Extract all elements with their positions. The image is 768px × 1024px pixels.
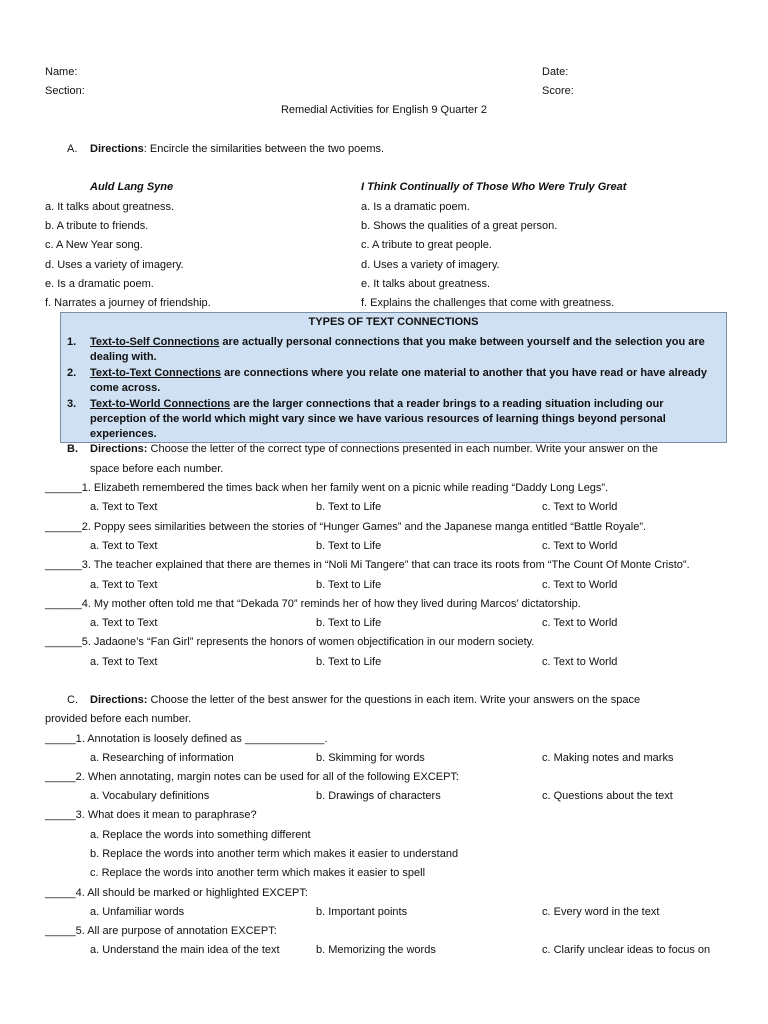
choice-c: c. Text to World [542, 501, 618, 513]
connection-desc: are connections where you relate one material to another that you have read or have already [220, 367, 707, 379]
connection-desc: are actually personal connections that you make between yourself and the selection you are [219, 336, 705, 348]
question-b4: ______4. My mother often told me that “Dekada 70” reminds her of how they lived during Marcos’ dictatorship. [45, 598, 581, 610]
poem2-title: I Think Continually of Those Who Were Truly Great [361, 181, 627, 193]
poem1-title: Auld Lang Syne [90, 181, 174, 193]
choice-b: b. Memorizing the words [316, 944, 436, 956]
part-b-directions [90, 442, 658, 456]
choice-a: a. Understand the main idea of the text [90, 944, 280, 956]
choice-a: a. Unfamiliar words [90, 906, 185, 918]
choice-c: c. Questions about the text [542, 790, 673, 802]
connection-number: 1. [67, 336, 77, 348]
choice-b: b. Text to Life [316, 656, 382, 668]
question-b3: ______3. The teacher explained that there are themes in “Noli Mi Tangere” that can trace its roots from “The Count Of Monte Cristo”. [45, 559, 690, 571]
choice-b: b. Text to Life [316, 540, 382, 552]
question-b5: ______5. Jadaone’s “Fan Girl” represents the honors of women objectification in our modern society. [45, 636, 535, 648]
date-label: Date: [542, 66, 569, 78]
poem2-item: e. It talks about greatness. [361, 278, 491, 290]
connection-desc-cont: perception of the world which might vary since we have various resources of learning things beyond personal [90, 413, 666, 425]
choice-b: b. Text to Life [316, 617, 382, 629]
poem1-item: a. It talks about greatness. [45, 201, 175, 213]
poem2-item: a. Is a dramatic poem. [361, 201, 470, 213]
connection-desc-cont: come across. [90, 382, 161, 394]
section-label: Section: [45, 85, 85, 97]
part-c-directions-cont: provided before each number. [45, 713, 192, 725]
connection-3 [90, 397, 664, 411]
choice-c: c. Replace the words into another term which makes it easier to spell [90, 867, 426, 879]
choice-c: c. Making notes and marks [542, 752, 674, 764]
choice-a: a. Replace the words into something different [90, 829, 311, 841]
choice-c: c. Text to World [542, 540, 618, 552]
directions-text: : Encircle the similarities between the two poems. [143, 143, 385, 155]
choice-a: a. Text to Text [90, 617, 158, 629]
choice-a: a. Text to Text [90, 579, 158, 591]
poem1-item: b. A tribute to friends. [45, 220, 149, 232]
directions-label: Directions: [90, 443, 148, 455]
part-c-letter: C. [67, 694, 78, 706]
connection-term: Text-to-World Connections [90, 398, 231, 410]
choice-c: c. Text to World [542, 617, 618, 629]
choice-b: b. Important points [316, 906, 408, 918]
connection-term: Text-to-Text Connections [90, 367, 221, 379]
poem2-item: d. Uses a variety of imagery. [361, 259, 500, 271]
text-connections-box [60, 312, 727, 443]
poem1-item: f. Narrates a journey of friendship. [45, 297, 211, 309]
choice-b: b. Replace the words into another term which makes it easier to understand [90, 848, 459, 860]
choice-c: c. Text to World [542, 656, 618, 668]
part-b-letter: B. [67, 443, 78, 455]
connection-number: 2. [67, 367, 77, 379]
choice-b: b. Text to Life [316, 501, 382, 513]
choice-a: a. Text to Text [90, 501, 158, 513]
part-a-directions [90, 142, 384, 156]
question-c5: _____5. All are purpose of annotation EXCEPT: [45, 925, 277, 937]
choice-c: c. Text to World [542, 579, 618, 591]
directions-text: Choose the letter of the best answer for the questions in each item. Write your answers on the space [147, 694, 641, 706]
choice-b: b. Drawings of characters [316, 790, 441, 802]
choice-b: b. Text to Life [316, 579, 382, 591]
directions-label: Directions: [90, 694, 148, 706]
poem1-item: d. Uses a variety of imagery. [45, 259, 184, 271]
poem2-item: c. A tribute to great people. [361, 239, 492, 251]
score-label: Score: [542, 85, 574, 97]
connection-desc: are the larger connections that a reader brings to a reading situation including our [230, 398, 664, 410]
choice-a: a. Text to Text [90, 540, 158, 552]
choice-a: a. Vocabulary definitions [90, 790, 210, 802]
choice-a: a. Researching of information [90, 752, 234, 764]
question-c2: _____2. When annotating, margin notes can be used for all of the following EXCEPT: [45, 771, 459, 783]
question-c4: _____4. All should be marked or highlighted EXCEPT: [45, 887, 308, 899]
page-title: Remedial Activities for English 9 Quarter 2 [280, 104, 488, 116]
connection-desc-cont: experiences. [90, 428, 157, 440]
poem1-item: c. A New Year song. [45, 239, 143, 251]
connections-box-title: TYPES OF TEXT CONNECTIONS [308, 316, 479, 328]
choice-b: b. Skimming for words [316, 752, 425, 764]
choice-c: c. Every word in the text [542, 906, 660, 918]
connection-2 [90, 366, 707, 380]
connection-1 [90, 335, 705, 349]
question-b1: ______1. Elizabeth remembered the times back when her family went on a picnic while reading “Daddy Long Legs”. [45, 482, 609, 494]
connection-term: Text-to-Self Connections [90, 336, 220, 348]
directions-text: Choose the letter of the correct type of connections presented in each number. Write your answer on the [147, 443, 658, 455]
part-c-directions [90, 693, 640, 707]
question-c3: _____3. What does it mean to paraphrase? [45, 809, 257, 821]
choice-c: c. Clarify unclear ideas to focus on [542, 944, 711, 956]
choice-a: a. Text to Text [90, 656, 158, 668]
connection-desc-cont: dealing with. [90, 351, 157, 363]
part-a-letter: A. [67, 143, 78, 155]
question-c1: _____1. Annotation is loosely defined as _____________. [45, 733, 328, 745]
name-label: Name: [45, 66, 78, 78]
directions-label: Directions [90, 143, 144, 155]
connection-number: 3. [67, 398, 77, 410]
poem1-item: e. Is a dramatic poem. [45, 278, 154, 290]
poem2-item: f. Explains the challenges that come with greatness. [361, 297, 615, 309]
poem2-item: b. Shows the qualities of a great person. [361, 220, 558, 232]
part-b-directions-cont: space before each number. [90, 463, 224, 475]
question-b2: ______2. Poppy sees similarities between the stories of “Hunger Games” and the Japanese manga entitled “Battle Royale”. [45, 521, 647, 533]
